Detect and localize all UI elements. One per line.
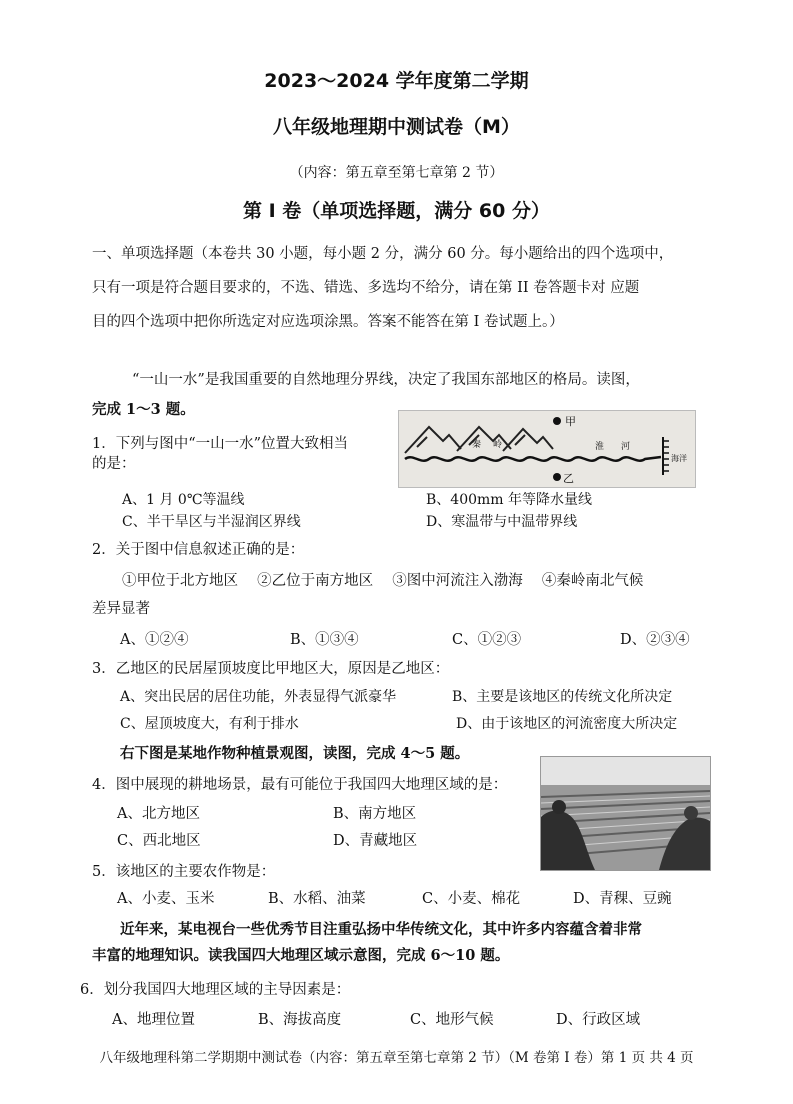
- q2-statements-line-1: ①甲位于北方地区 ②乙位于南方地区 ③图中河流注入渤海 ④秦岭南北气候: [122, 573, 644, 589]
- q2-option-d[interactable]: D、②③④: [620, 632, 690, 648]
- instructions-line-2: 只有一项是符合题目要求的，不选、错选、多选均不给分，请在第 II 卷答题卡对 应题: [92, 280, 640, 296]
- q3-option-a[interactable]: A、突出民居的居住功能，外表显得气派豪华: [120, 689, 397, 705]
- label-yi: 乙: [563, 472, 574, 485]
- exam-year-title: 2023～2024 学年度第二学期: [264, 70, 529, 92]
- q5-option-b[interactable]: B、水稻、油菜: [268, 891, 366, 907]
- q2-option-a[interactable]: A、①②④: [120, 632, 189, 648]
- q3-option-b[interactable]: B、主要是该地区的传统文化所决定: [452, 689, 673, 705]
- q2-stem: 2．关于图中信息叙述正确的是：: [92, 542, 305, 558]
- instructions-line-3: 目的四个选项中把你所选定对应选项涂黑。答案不能答在第 I 卷试题上。）: [92, 314, 564, 330]
- instructions-line-1: 一、单项选择题（本卷共 30 小题，每小题 2 分，满分 60 分。每小题给出的四个选项中，: [92, 246, 674, 262]
- label-ling: 岭: [493, 440, 503, 450]
- q2-statements-line-2: 差异显著: [92, 601, 150, 617]
- content-range: （内容：第五章至第七章第 2 节）: [289, 165, 504, 181]
- q1-stem-line-1: 1．下列与图中“一山一水”位置大致相当: [92, 436, 349, 452]
- q4-option-a[interactable]: A、北方地区: [117, 806, 200, 822]
- q4-option-d[interactable]: D、青藏地区: [333, 833, 418, 849]
- q6-option-d[interactable]: D、行政区域: [556, 1012, 641, 1028]
- q3-option-c[interactable]: C、屋顶坡度大，有利于排水: [120, 716, 299, 732]
- page-footer: 八年级地理科第二学期期中测试卷（内容：第五章至第七章第 2 节）（M 卷第 I 卷）第 1 页 共 4 页: [99, 1050, 694, 1066]
- intro-2: 右下图是某地作物种植景观图，读图，完成 4～5 题。: [120, 745, 470, 762]
- qinling-huaihe-figure: [398, 410, 696, 488]
- q6-option-b[interactable]: B、海拔高度: [258, 1012, 342, 1028]
- q5-option-c[interactable]: C、小麦、棉花: [422, 891, 521, 907]
- label-jia: 甲: [565, 415, 576, 428]
- q6-option-a[interactable]: A、地理位置: [112, 1012, 195, 1028]
- mountain-shape: [457, 427, 511, 451]
- point-jia-marker: [553, 417, 561, 425]
- part-title: 第 I 卷（单项选择题，满分 60 分）: [243, 200, 550, 222]
- q1-option-c[interactable]: C、半干旱区与半湿润区界线: [122, 514, 301, 530]
- q2-option-c[interactable]: C、①②③: [452, 632, 522, 648]
- crop-landscape-illustration: [541, 757, 710, 870]
- label-he: 河: [621, 442, 631, 452]
- q3-stem: 3．乙地区的民居屋顶坡度比甲地区大，原因是乙地区：: [92, 661, 450, 677]
- q5-option-a[interactable]: A、小麦、玉米: [117, 891, 215, 907]
- q5-option-d[interactable]: D、青稞、豆豌: [573, 891, 672, 907]
- intro-1-line-2: 完成 1～3 题。: [92, 401, 195, 418]
- qinling-huaihe-diagram: [399, 411, 695, 487]
- q3-option-d[interactable]: D、由于该地区的河流密度大所决定: [456, 716, 678, 732]
- q5-stem: 5．该地区的主要农作物是：: [92, 864, 276, 880]
- q4-option-c[interactable]: C、西北地区: [117, 833, 201, 849]
- label-ocean: 海洋: [671, 454, 687, 463]
- intro-1-line-1: “一山一水”是我国重要的自然地理分界线，决定了我国东部地区的格局。读图，: [132, 372, 640, 388]
- q1-option-d[interactable]: D、寒温带与中温带界线: [426, 514, 578, 530]
- q2-option-b[interactable]: B、①③④: [290, 632, 359, 648]
- crop-landscape-photo: [540, 756, 711, 871]
- intro-3-line-1: 近年来，某电视台一些优秀节目注重弘扬中华传统文化，其中许多内容蕴含着非常: [120, 921, 642, 938]
- q4-option-b[interactable]: B、南方地区: [333, 806, 417, 822]
- point-yi-marker: [553, 473, 561, 481]
- mountain-shape: [405, 427, 461, 453]
- q1-option-b[interactable]: B、400mm 年等降水量线: [426, 492, 593, 508]
- q1-option-a[interactable]: A、1 月 0℃等温线: [122, 492, 245, 508]
- q6-option-c[interactable]: C、地形气候: [410, 1012, 494, 1028]
- label-huai: 淮: [595, 442, 605, 452]
- q6-stem: 6．划分我国四大地理区域的主导因素是：: [80, 982, 351, 998]
- q4-stem: 4．图中展现的耕地场景，最有可能位于我国四大地理区域的是：: [92, 777, 508, 793]
- exam-title: 八年级地理期中测试卷（M）: [273, 116, 520, 138]
- label-qin: 秦: [472, 440, 482, 450]
- huaihe-river: [405, 457, 661, 461]
- intro-3-line-2: 丰富的地理知识。读我国四大地理区域示意图，完成 6～10 题。: [92, 947, 510, 964]
- q1-stem-line-2: 的是：: [92, 456, 136, 472]
